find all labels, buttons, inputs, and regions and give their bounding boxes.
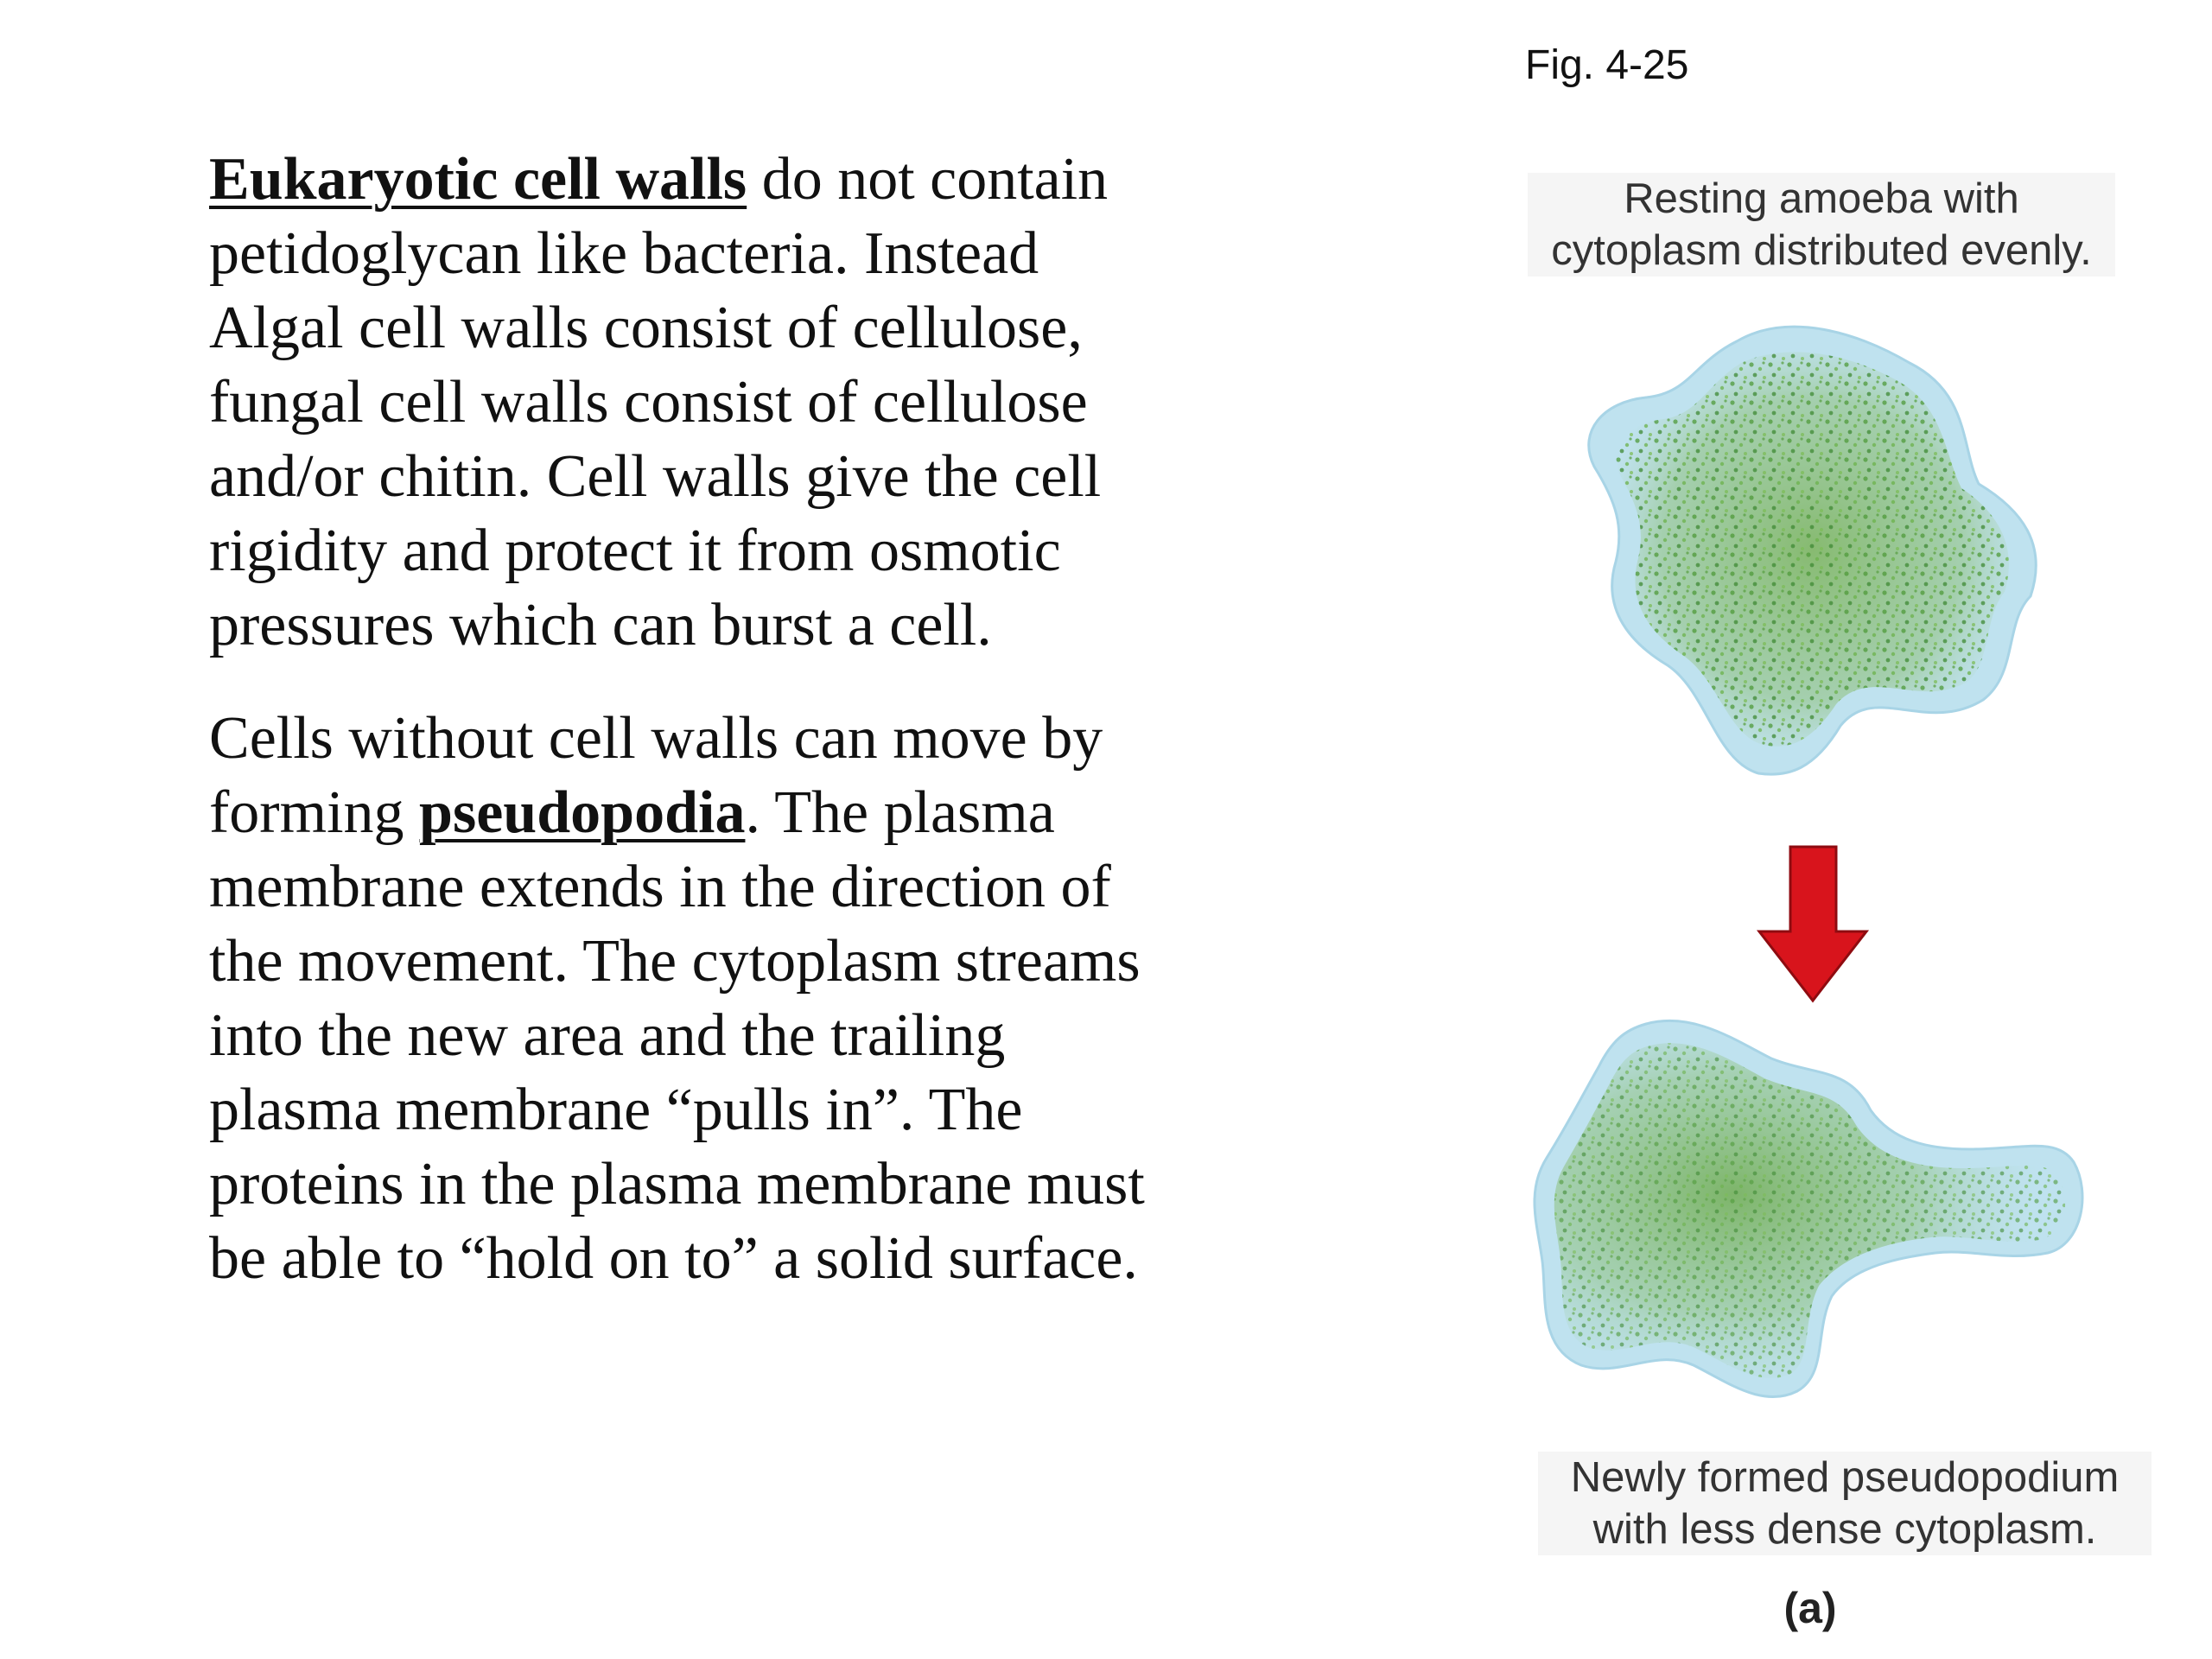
resting-amoeba: [1589, 327, 2037, 774]
caption-pseudopodium: [1538, 1452, 2152, 1555]
panel-label: (a): [1783, 1584, 1837, 1632]
term-eukaryotic-cell-walls: Eukaryotic cell walls: [209, 146, 747, 213]
term-pseudopodia: pseudopodia: [419, 779, 746, 846]
caption-resting-line-2: cytoplasm distributed evenly.: [1551, 227, 2092, 274]
pseudopodium-amoeba: [1535, 1020, 2082, 1396]
down-arrow-icon: [1759, 847, 1866, 1001]
paragraph-cell-walls-text: do not contain petidoglycan like bacteria. Instead Algal cell walls consist of cellulose, fungal cell walls consist of cellulose and/or chitin. Cell walls give the cell rigidity and protect it from osmotic pressures which can burst a cell.: [209, 146, 1109, 658]
caption-pseudopodium-line-1: Newly formed pseudopodium: [1570, 1454, 2120, 1501]
figure-label: Fig. 4-25: [1525, 42, 1689, 88]
paragraph-pseudopodia-text: . The plasma membrane extends in the direction of the movement. The cytoplasm streams into the new area and the trailing plasma membrane “pulls in”. The proteins in the plasma membrane must be able to “hold on to” a solid surface.: [209, 779, 1145, 1292]
paragraph-pseudopodia-lead: Cells without cell walls can move by forming: [209, 705, 1103, 846]
caption-resting-line-1: Resting amoeba with: [1624, 175, 2019, 222]
caption-pseudopodium-line-2: with less dense cytoplasm.: [1592, 1506, 2097, 1553]
